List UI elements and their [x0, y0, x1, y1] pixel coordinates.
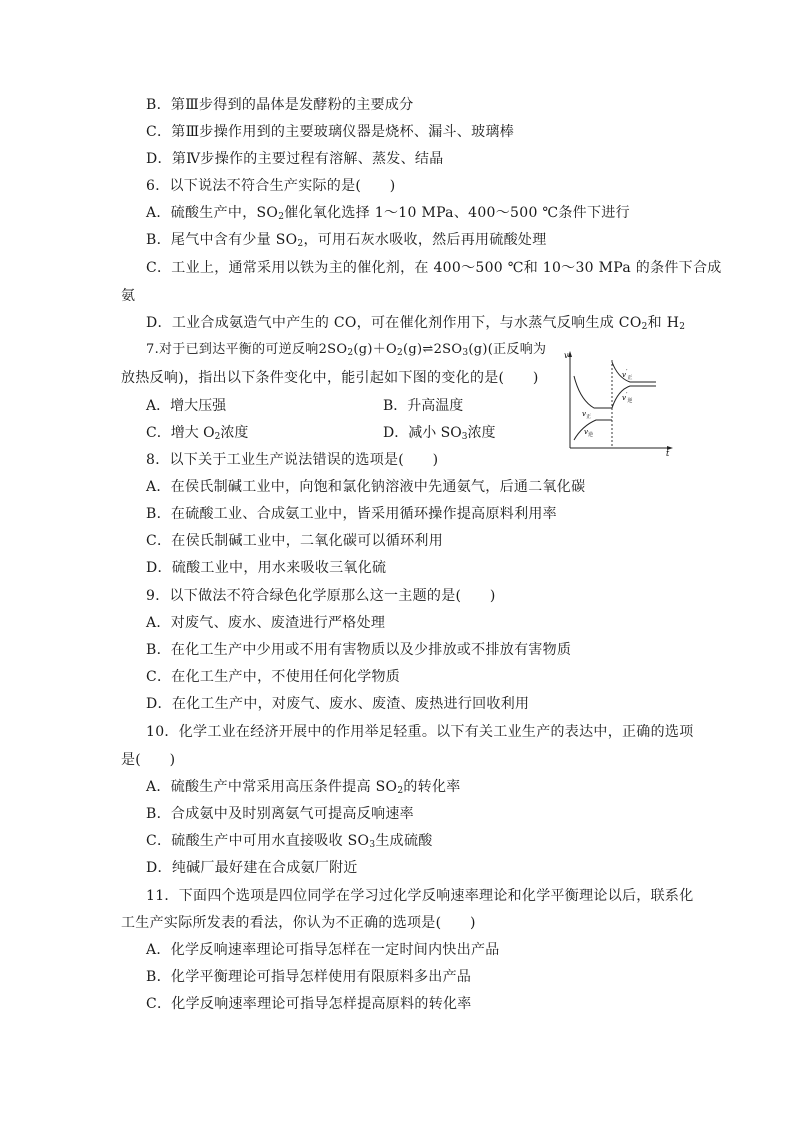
q11-option-a: A．化学反响速率理论可指导怎样在一定时间内快出产品	[146, 942, 500, 958]
q7-option-a: A．增大压强	[146, 398, 227, 414]
option-b-step3-crystal: B．第Ⅲ步得到的晶体是发酵粉的主要成分	[146, 97, 414, 113]
q8-option-a: A．在侯氏制碱工业中，向饱和氯化钠溶液中先通氨气，后通二氧化碳	[146, 479, 586, 495]
q9-option-b: B．在化工生产中少用或不用有害物质以及少排放或不排放有害物质	[146, 642, 572, 658]
question-10-line1: 10．化学工业在经济开展中的作用举足轻重。以下有关工业生产的表达中，正确的选项	[146, 724, 694, 740]
question-11-line2: 工生产实际所发表的看法，你认为不正确的选项是( )	[121, 915, 476, 931]
option-d-step4-process: D．第Ⅳ步操作的主要过程有溶解、蒸发、结晶	[146, 151, 444, 167]
question-10-line2: 是( )	[121, 752, 176, 768]
question-6: 6．以下说法不符合生产实际的是( )	[146, 178, 396, 194]
question-11-line1: 11．下面四个选项是四位同学在学习过化学反响速率理论和化学平衡理论以后，联系化	[146, 888, 694, 904]
question-7-line1: 7.对于已到达平衡的可逆反响$2SO_2(g)+O_2(g)\rightleftharpoons 2SO_3(g)$(正反响为	[146, 342, 547, 358]
q8-option-d: D．硫酸工业中，用水来吸收三氧化硫	[146, 560, 387, 576]
question-7-line2: 放热反响)，指出以下条件变化中，能引起如下图的变化的是( )	[121, 370, 539, 386]
v-forward-new-curve	[612, 362, 656, 382]
y-axis-label: v	[564, 351, 569, 360]
q6-option-d: D．工业合成氨造气中产生的 CO，可在催化剂作用下，与水蒸气反响生成 $CO_2$和 $H_2$	[146, 315, 686, 332]
q8-option-b: B．在硫酸工业、合成氨工业中，皆采用循环操作提高原料利用率	[146, 506, 557, 522]
q9-option-c: C．在化工生产中，不使用任何化学物质	[146, 669, 401, 685]
q7-option-c: C．增大 $O_2$浓度	[146, 425, 249, 442]
v-reverse-new-curve	[612, 386, 656, 408]
equilibrium-arrow-icon: ⇌	[422, 342, 434, 357]
q9-option-a: A．对废气、废水、废渣进行严格处理	[146, 615, 386, 631]
q8-option-c: C．在侯氏制碱工业中，二氧化碳可以循环利用	[146, 533, 444, 549]
q10-option-a: A．硫酸生产中常采用高压条件提高 $SO_2$的转化率	[146, 779, 461, 796]
q9-option-d: D．在化工生产中，对废气、废水、废渣、废热进行回收利用	[146, 696, 530, 712]
question-9: 9．以下做法不符合绿色化学原那么这一主题的是( )	[146, 588, 496, 604]
q10-option-d: D．纯碱厂最好建在合成氨厂附近	[146, 860, 358, 876]
q6-option-c-line2: 氨	[121, 288, 136, 304]
v-forward-curve	[574, 376, 612, 408]
v-forward-prime-label: $v'_正$	[622, 369, 633, 381]
question-8: 8．以下关于工业生产说法错误的选项是( )	[146, 452, 439, 468]
q6-option-c-line1: C．工业上，通常采用以铁为主的催化剂，在 400～500 ℃和 10～30 MPa 的条件下合成	[146, 260, 722, 276]
x-axis-label: t	[666, 449, 670, 456]
v-reverse-prime-label: $v'_逆$	[622, 392, 633, 404]
q10-option-c: C．硫酸生产中可用水直接吸收 $SO_3$生成硫酸	[146, 833, 433, 850]
rate-time-graph	[560, 348, 685, 456]
q6-option-a: A．硫酸生产中，$SO_2$催化氧化选择 1～10 MPa、400～500 ℃条件下进行	[146, 205, 630, 222]
q11-option-b: B．化学平衡理论可指导怎样使用有限原料多出产品	[146, 969, 472, 985]
q10-option-b: B．合成氨中及时别离氨气可提高反响速率	[146, 806, 414, 822]
option-c-step3-glassware: C．第Ⅲ步操作用到的主要玻璃仪器是烧杯、漏斗、玻璃棒	[146, 124, 515, 140]
v-forward-label: $v_正$	[582, 410, 591, 420]
q6-option-b: B．尾气中含有少量 $SO_2$，可用石灰水吸收，然后再用硫酸处理	[146, 232, 547, 249]
v-reverse-curve	[574, 420, 612, 440]
q11-option-c: C．化学反响速率理论可指导怎样提高原料的转化率	[146, 996, 472, 1012]
q7-option-b: B．升高温度	[383, 398, 464, 414]
q7-option-d: D．减小 $SO_3$浓度	[383, 425, 496, 442]
v-reverse-label: $v_逆$	[584, 428, 593, 438]
